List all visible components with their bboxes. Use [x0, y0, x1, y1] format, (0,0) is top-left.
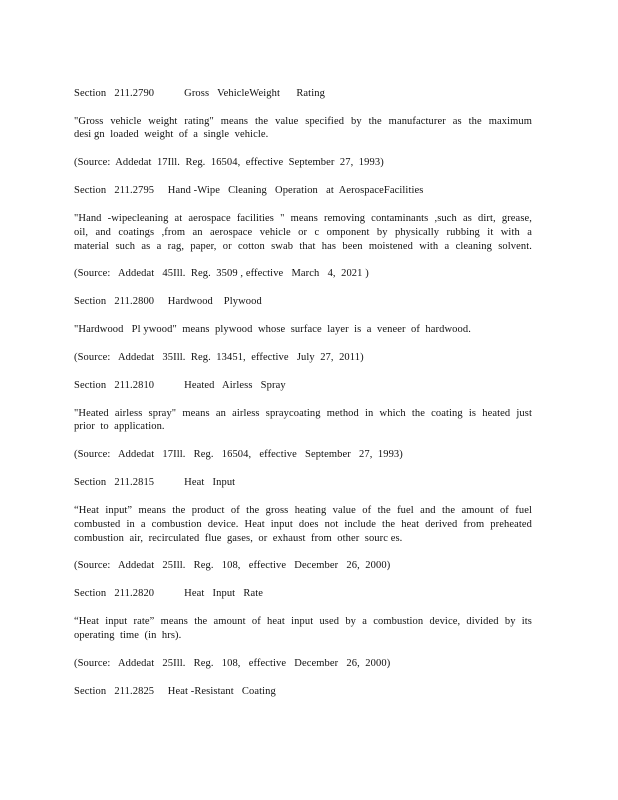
definition-line: "Hardwood Pl ywood" means plywood whose surface layer is a veneer of hardwood.	[74, 324, 471, 335]
source-note: (Source: Addedat 45Ill. Reg. 3509 , effective March 4, 2021 )	[74, 268, 369, 279]
definition-line: oil, and coatings ,from an aerospace vehicle or c omponent by physically rubbing it with a	[74, 227, 532, 238]
section-heading: Section 211.2815 Heat Input	[74, 477, 236, 488]
definition-line: material such as a rag, paper, or cotton swab that has been moistened with a cleaning solvent.	[74, 241, 532, 252]
definition-line: “Heat input” means the product of the gross heating value of the fuel and the amount of fuel	[74, 505, 532, 516]
section-heading: Section 211.2800 Hardwood Plywood	[74, 296, 262, 307]
definition-line: "Heated airless spray" means an airless spraycoating method in which the coating is heated just	[74, 408, 532, 419]
section-heading: Section 211.2825 Heat -Resistant Coating	[74, 686, 276, 697]
source-note: (Source: Addedat 25Ill. Reg. 108, effective December 26, 2000)	[74, 658, 391, 669]
source-note: (Source: Addedat 17Ill. Reg. 16504, effective September 27, 1993)	[74, 157, 384, 168]
source-note: (Source: Addedat 17Ill. Reg. 16504, effective September 27, 1993)	[74, 449, 403, 460]
definition-line: desi gn loaded weight of a single vehicle.	[74, 129, 269, 140]
definition-line: "Gross vehicle weight rating" means the value specified by the manufacturer as the maximum	[74, 116, 532, 127]
definition-line: prior to application.	[74, 421, 165, 432]
definition-line: combusted in a combustion device. Heat input does not include the heat derived from preheated	[74, 519, 532, 530]
definition-line: operating time (in hrs).	[74, 630, 182, 641]
section-heading: Section 211.2795 Hand -Wipe Cleaning Operation at AerospaceFacilities	[74, 185, 424, 196]
section-heading: Section 211.2790 Gross VehicleWeight Rating	[74, 88, 325, 99]
definition-line: “Heat input rate” means the amount of heat input used by a combustion device, divided by its	[74, 616, 532, 627]
section-heading: Section 211.2820 Heat Input Rate	[74, 588, 264, 599]
definition-line: combustion air, recirculated flue gases, or exhaust from other sourc es.	[74, 533, 403, 544]
source-note: (Source: Addedat 35Ill. Reg. 13451, effective July 27, 2011)	[74, 352, 364, 363]
source-note: (Source: Addedat 25Ill. Reg. 108, effective December 26, 2000)	[74, 560, 391, 571]
section-heading: Section 211.2810 Heated Airless Spray	[74, 380, 286, 391]
definition-line: "Hand -wipecleaning at aerospace facilities " means removing contaminants ,such as dirt, grease,	[74, 213, 532, 224]
